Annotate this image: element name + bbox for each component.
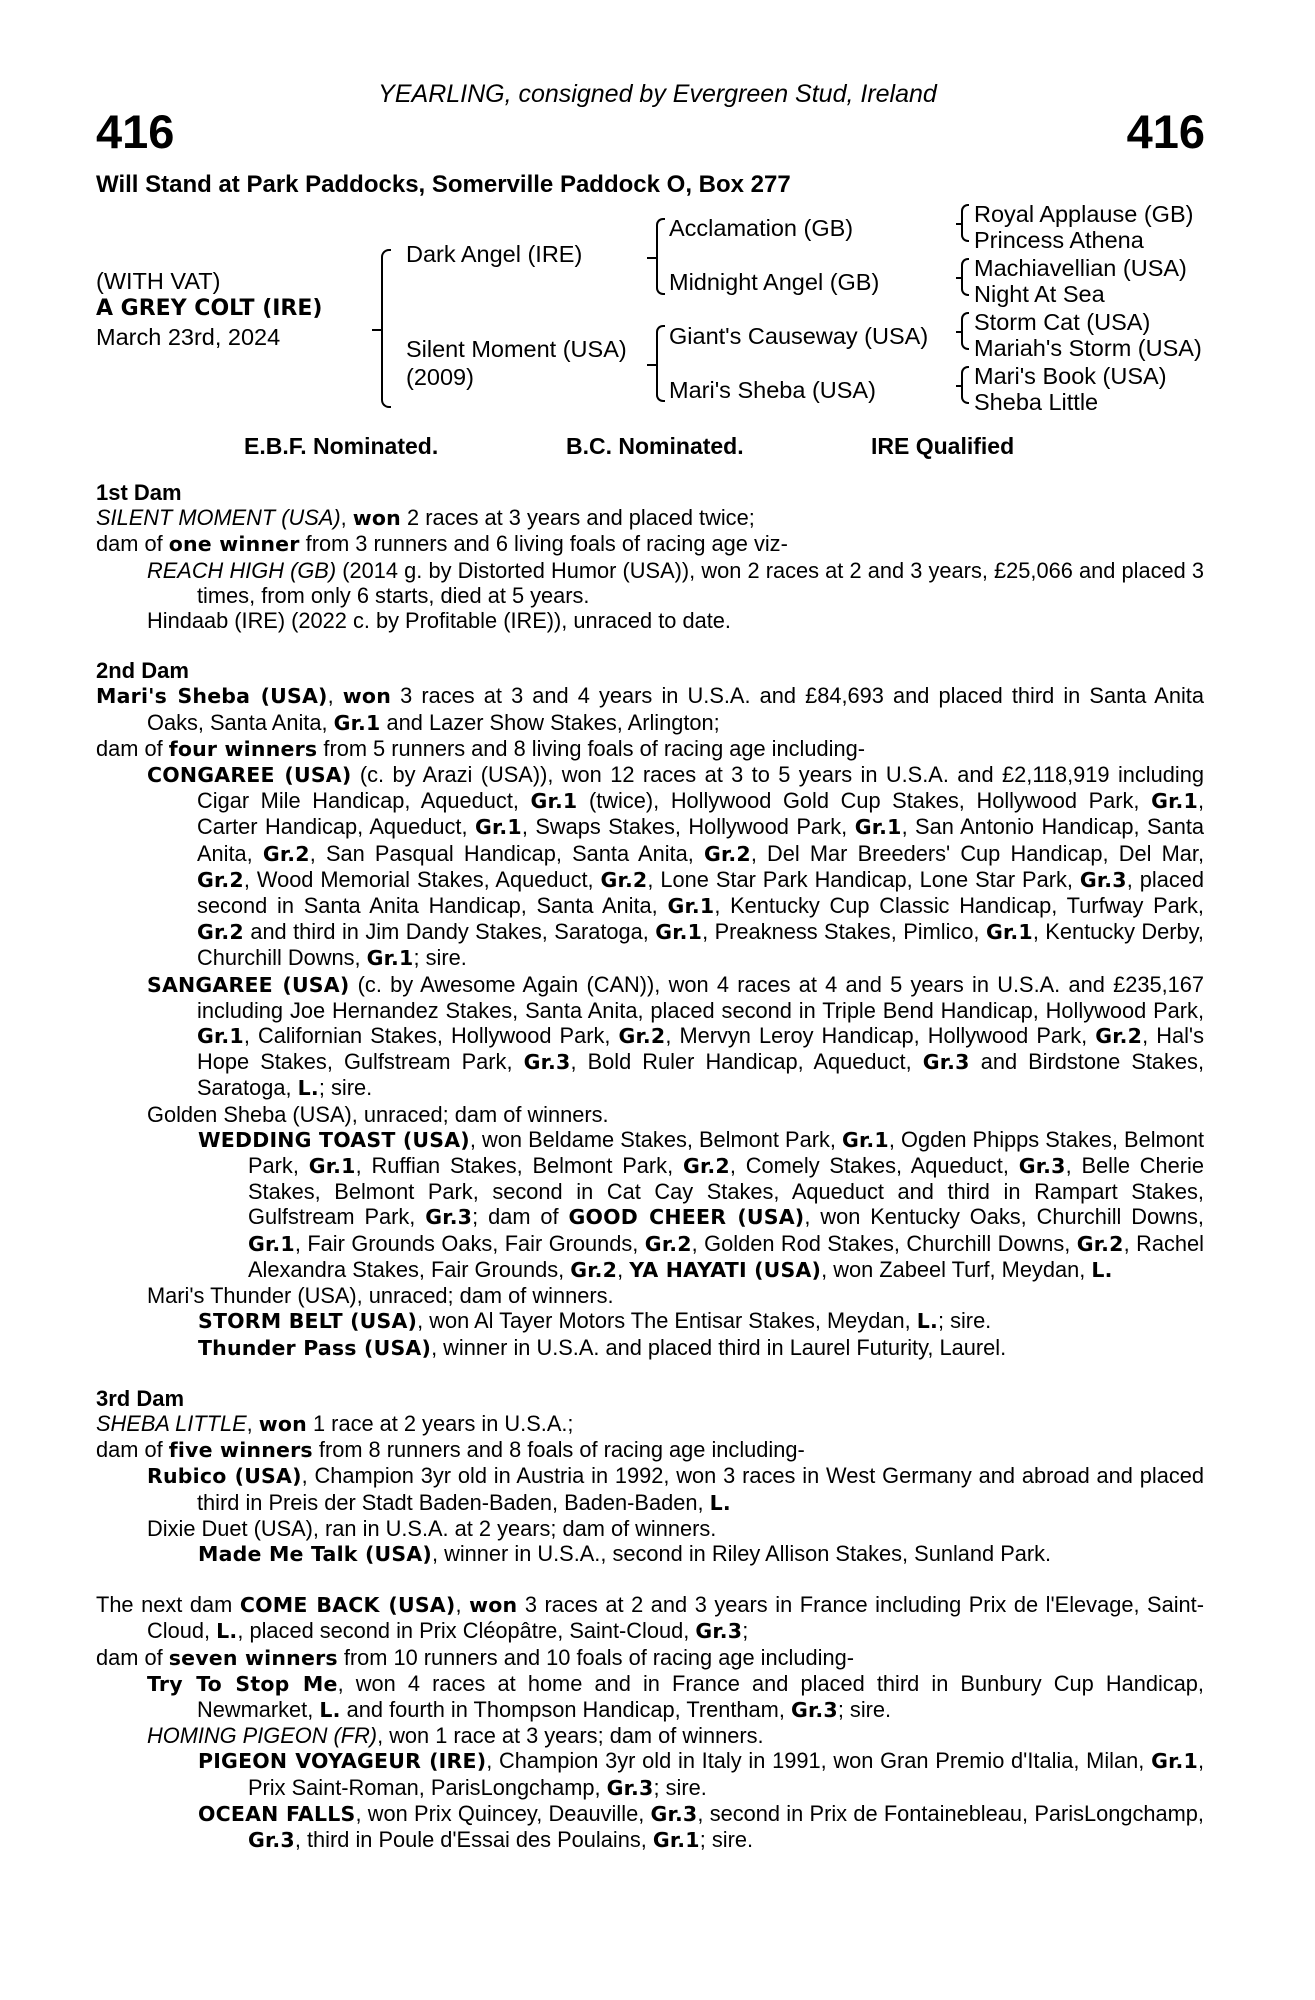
list-item: Made Me Talk (USA), winner in U.S.A., second in Riley Allison Stakes, Sunland Park. [198,1540,1052,1566]
ebf-nomination: E.B.F. Nominated. [244,433,439,459]
bc-nomination: B.C. Nominated. [566,433,744,459]
won-label: won [352,506,401,531]
list-item: HOMING PIGEON (FR), won 1 race at 3 years; dam of winners. [147,1723,764,1749]
gg-7: Mari's Book (USA) [974,363,1167,389]
brace-dam [656,325,665,402]
list-item: Hindaab (IRE) (2022 c. by Profitable (IRE)), unraced to date. [147,608,731,634]
gg-1: Royal Applause (GB) [974,201,1194,227]
gg-3: Machiavellian (USA) [974,255,1187,281]
list-item: WEDDING TOAST (USA), won Beldame Stakes, Belmont Park, Gr.1, Ogden Phipps Stakes, Belmont Park, Gr.1, Ruffian Stakes, Belmont Park, Gr.2, Comely Stakes, Aqueduct, Gr.3, Belle Cherie Stakes, Belmont Park, second in Cat Cay Stakes, Aqueduct and third in Rampart Stakes, Gulfstream Park, Gr.3; dam of GOOD CHEER (USA), won Kentucky Oaks, Churchill Downs, Gr.1, Fair Grounds Oaks, Fair Grounds, Gr.2, Golden Rod Stakes, Churchill Downs, Gr.2, Rachel Alexandra Stakes, Fair Grounds, Gr.2, YA HAYATI (USA), won Zabeel Turf, Meydan, L. [198,1126,1205,1282]
list-item: Mari's Thunder (USA), unraced; dam of winners. [147,1283,614,1309]
next-dam-produce-summary: dam of seven winners from 10 runners and 10 foals of racing age including- [96,1644,854,1670]
brace-gen1 [381,249,391,408]
brace-sire [656,218,665,295]
sire-sire: Acclamation (GB) [669,215,854,241]
gg-6: Mariah's Storm (USA) [974,335,1202,361]
list-item: PIGEON VOYAGEUR (IRE), Champion 3yr old in Italy in 1991, won Gran Premio d'Italia, Milan, Gr.1, Prix Saint-Roman, ParisLongchamp, Gr.3; sire. [198,1748,1204,1800]
foaled-date: March 23rd, 2024 [96,324,281,350]
list-item: OCEAN FALLS, won Prix Quincey, Deauville, Gr.3, second in Prix de Fontainebleau, ParisLongchamp, Gr.3, third in Poule d'Essai des Poulains, Gr.1; sire. [198,1800,1204,1852]
gg-8: Sheba Little [974,389,1099,415]
third-dam-heading: 3rd Dam [96,1385,185,1411]
stand-location: Will Stand at Park Paddocks, Somerville Paddock O, Box 277 [96,171,791,198]
list-item: SANGAREE (USA) (c. by Awesome Again (CAN)), won 4 races at 4 and 5 years in U.S.A. and £235,167 including Joe Hernandez Stakes, Santa Anita, placed second in Triple Bend Handicap, Hollywood Park, Gr.1, Californian Stakes, Hollywood Park, Gr.2, Mervyn Leroy Handicap, Hollywood Park, Gr.2, Hal's Hope Stakes, Gulfstream Park, Gr.3, Bold Ruler Handicap, Aqueduct, Gr.3 and Birdstone Stakes, Saratoga, L.; sire. [147,971,1205,1101]
second-dam-line: Mari's Sheba (USA), won 3 races at 3 and 4 years in U.S.A. and £84,693 and placed third in Santa Anita Oaks, Santa Anita, Gr.1 and Lazer Show Stakes, Arlington; [96,683,1204,735]
next-dam-line: The next dam COME BACK (USA), won 3 races at 2 and 3 years in France including Prix de l'Elevage, Saint-Cloud, L., placed second in Prix Cléopâtre, Saint-Cloud, Gr.3; [96,1592,1204,1644]
dam-name: Silent Moment (USA) [406,336,627,362]
first-dam-heading: 1st Dam [96,480,182,505]
brace-g2 [961,258,969,296]
second-dam-heading: 2nd Dam [96,658,189,684]
third-dam-line: SHEBA LITTLE, won 1 race at 2 years in U.S.A.; [96,1410,574,1436]
gg-2: Princess Athena [974,227,1144,253]
gg-5: Storm Cat (USA) [974,309,1151,335]
gg-4: Night At Sea [974,281,1105,307]
ire-qualified: IRE Qualified [871,433,1015,459]
list-item: Try To Stop Me, won 4 races at home and in France and placed third in Bunbury Cup Handicap, Newmarket, L. and fourth in Thompson Handicap, Trentham, Gr.3; sire. [147,1670,1204,1722]
list-item: Dixie Duet (USA), ran in U.S.A. at 2 years; dam of winners. [147,1515,717,1541]
consignment-line: YEARLING, consigned by Evergreen Stud, Ireland [378,80,937,108]
vat-note: (WITH VAT) [96,268,221,294]
dam-sire: Giant's Causeway (USA) [669,323,929,349]
first-dam-produce-summary: dam of one winner from 3 runners and 6 living foals of racing age viz- [96,531,788,557]
second-dam-produce-summary: dam of four winners from 5 runners and 8 living foals of racing age including- [96,735,865,761]
brace-g3 [961,312,969,350]
lot-number-right: 416 [1126,105,1205,158]
list-item: Golden Sheba (USA), unraced; dam of winners. [147,1101,609,1127]
brace-g4 [961,366,969,404]
list-item: CONGAREE (USA) (c. by Arazi (USA)), won 12 races at 3 to 5 years in U.S.A. and £2,118,919 including Cigar Mile Handicap, Aqueduct, Gr.1 (twice), Hollywood Gold Cup Stakes, Hollywood Park, Gr.1, Carter Handicap, Aqueduct, Gr.1, Swaps Stakes, Hollywood Park, Gr.1, San Antonio Handicap, Santa Anita, Gr.2, San Pasqual Handicap, Santa Anita, Gr.2, Del Mar Breeders' Cup Handicap, Del Mar, Gr.2, Wood Memorial Stakes, Aqueduct, Gr.2, Lone Star Park Handicap, Lone Star Park, Gr.3, placed second in Santa Anita Handicap, Santa Anita, Gr.1, Kentucky Cup Classic Handicap, Turfway Park, Gr.2 and third in Jim Dandy Stakes, Saratoga, Gr.1, Preakness Stakes, Pimlico, Gr.1, Kentucky Derby, Churchill Downs, Gr.1; sire. [147,762,1205,971]
sire-name: Dark Angel (IRE) [406,241,583,267]
third-dam-produce-summary: dam of five winners from 8 runners and 8 foals of racing age including- [96,1437,805,1463]
catalogue-body [96,480,1204,1853]
brace-g1 [961,204,969,242]
list-item: STORM BELT (USA), won Al Tayer Motors The Entisar Stakes, Meydan, L.; sire. [198,1308,992,1334]
list-item: Thunder Pass (USA), winner in U.S.A. and placed third in Laurel Futurity, Laurel. [198,1334,1007,1360]
dam-name: SILENT MOMENT (USA) [96,505,341,531]
sire-dam: Midnight Angel (GB) [669,269,880,295]
first-dam-line: SILENT MOMENT (USA), won 2 races at 3 years and placed twice; [96,505,755,531]
list-item: REACH HIGH (GB) (2014 g. by Distorted Humor (USA)), won 2 races at 2 and 3 years, £25,066 and placed 3 times, from only 6 starts, died at 5 years. [147,557,1204,608]
dam-dam: Mari's Sheba (USA) [669,377,876,403]
list-item: Rubico (USA), Champion 3yr old in Austria in 1992, won 3 races in West Germany and abroad and placed third in Preis der Stadt Baden-Baden, Baden-Baden, L. [147,1463,1204,1515]
subject-name: A GREY COLT (IRE) [96,296,323,321]
dam-year: (2009) [406,364,474,390]
lot-number-left: 416 [96,105,175,158]
